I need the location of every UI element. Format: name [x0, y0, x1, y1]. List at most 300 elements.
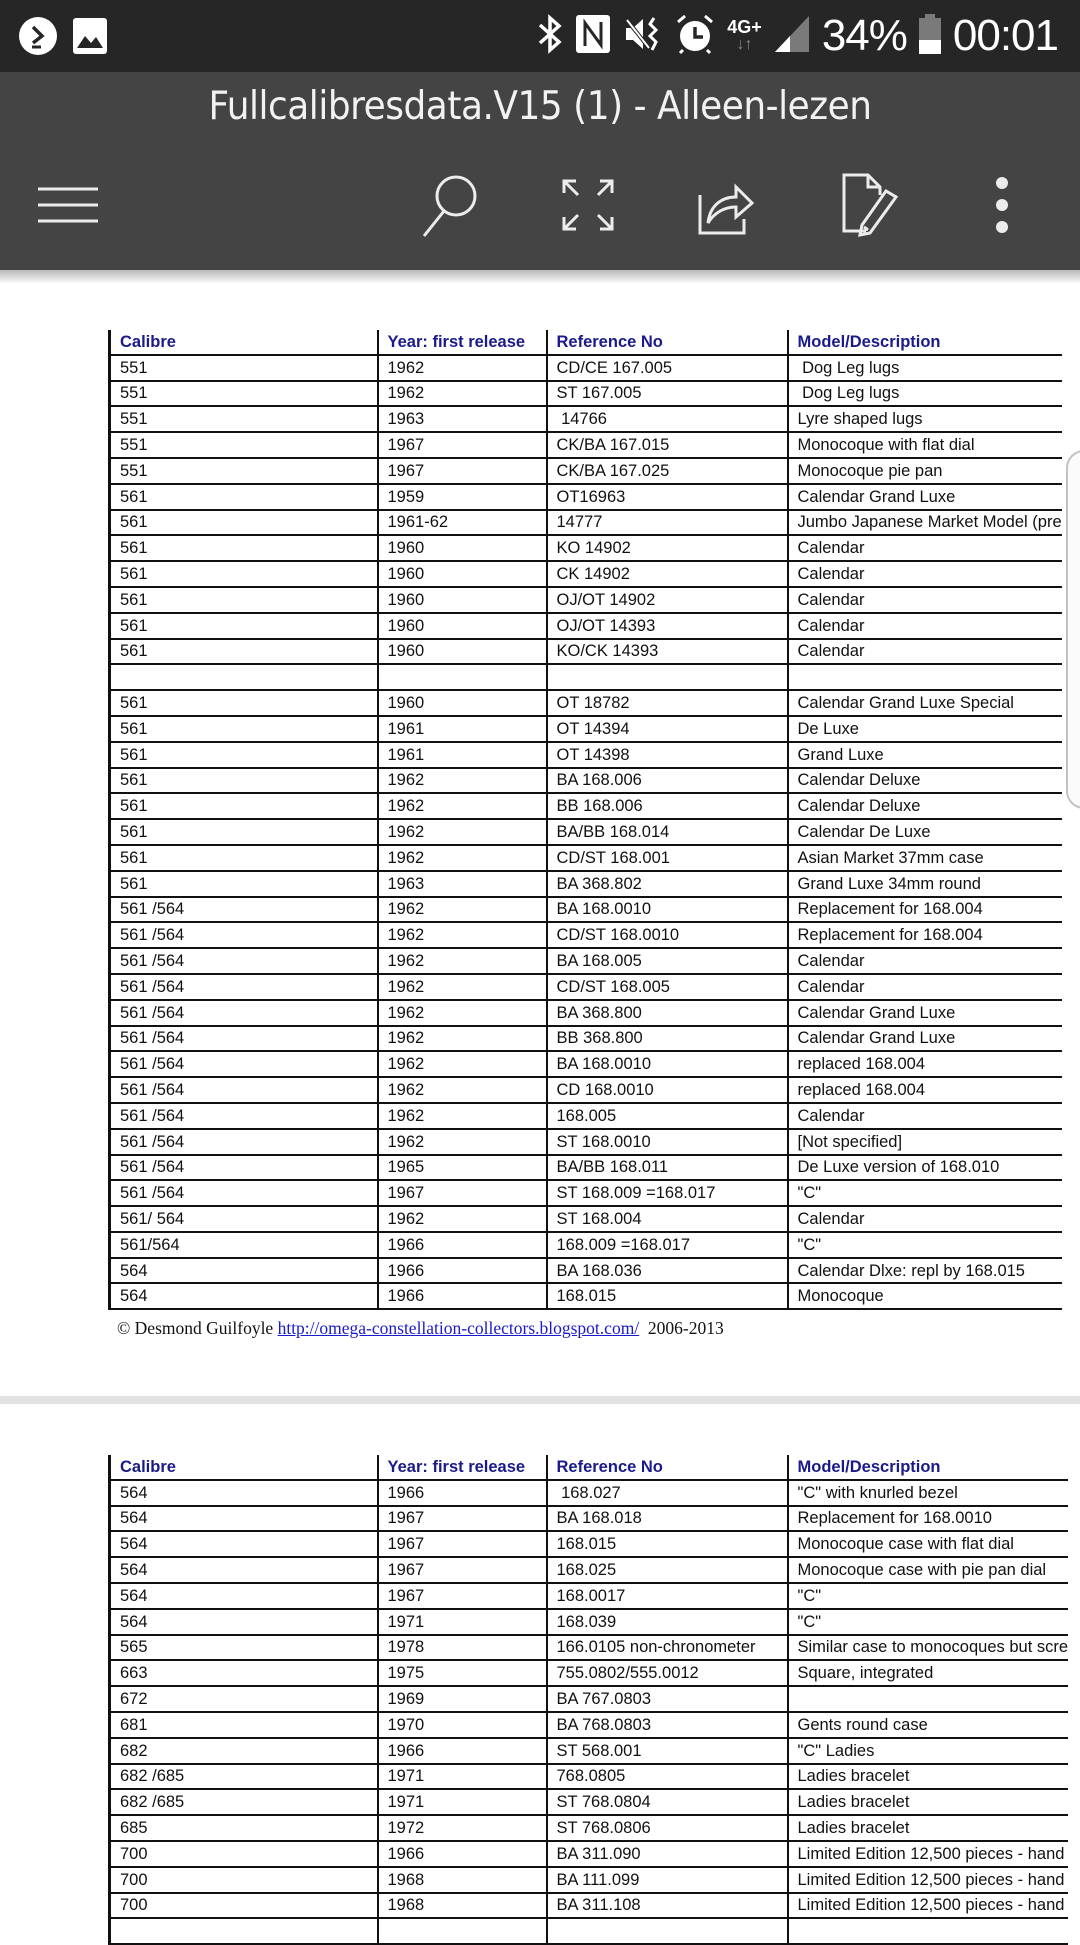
reference-cell[interactable]: ST 168.004 — [547, 1206, 788, 1232]
description-cell[interactable]: Monocoque with flat dial — [788, 432, 1062, 458]
reference-cell[interactable]: BA 311.108 — [547, 1893, 788, 1919]
year-cell[interactable]: 1959 — [378, 484, 547, 510]
reference-cell[interactable]: BB 168.006 — [547, 793, 788, 819]
calibre-cell[interactable]: 700 — [110, 1841, 378, 1867]
year-cell[interactable] — [378, 1918, 547, 1944]
description-cell[interactable]: Calendar Grand Luxe — [788, 484, 1062, 510]
description-cell[interactable] — [788, 664, 1062, 690]
calibre-cell[interactable]: 564 — [110, 1557, 378, 1583]
calibre-cell[interactable]: 561 — [110, 535, 378, 561]
share-icon — [694, 175, 758, 235]
description-cell[interactable]: Calendar — [788, 561, 1062, 587]
table-row — [110, 1026, 1062, 1052]
calibre-cell[interactable]: 561 — [110, 587, 378, 613]
data-activity-icon: ↓↑ — [736, 36, 753, 53]
description-cell[interactable]: Gents round case — [788, 1712, 1069, 1738]
reference-cell[interactable]: BA 767.0803 — [547, 1686, 788, 1712]
year-cell[interactable]: 1967 — [378, 1557, 547, 1583]
scrollbar-thumb[interactable] — [1066, 450, 1080, 809]
table-row — [110, 432, 1062, 458]
table-row — [110, 1712, 1069, 1738]
calibre-cell[interactable]: 561 /564 — [110, 1051, 378, 1077]
description-cell[interactable]: Calendar — [788, 587, 1062, 613]
year-cell[interactable]: 1960 — [378, 690, 547, 716]
calibre-cell[interactable]: 564 — [110, 1583, 378, 1609]
description-cell[interactable]: De Luxe — [788, 716, 1062, 742]
calibre-cell[interactable]: 561 /564 — [110, 1000, 378, 1026]
calibre-cell[interactable]: 551 — [110, 432, 378, 458]
table-row — [110, 587, 1062, 613]
reference-cell[interactable]: OT 18782 — [547, 690, 788, 716]
calibre-cell[interactable]: 561 — [110, 561, 378, 587]
calibre-cell[interactable]: 681 — [110, 1712, 378, 1738]
reference-cell[interactable]: 166.0105 non-chronometer — [547, 1635, 788, 1661]
description-cell[interactable]: Lyre shaped lugs — [788, 406, 1062, 432]
table-row — [110, 1051, 1062, 1077]
description-cell[interactable]: Asian Market 37mm case — [788, 845, 1062, 871]
description-cell[interactable]: Calendar Dlxe: repl by 168.015 — [788, 1258, 1062, 1284]
bluetooth-icon — [537, 14, 563, 59]
reference-cell[interactable]: BA 168.018 — [547, 1506, 788, 1532]
year-cell[interactable]: 1967 — [378, 458, 547, 484]
description-cell[interactable]: Limited Edition 12,500 pieces - hand — [788, 1893, 1069, 1919]
table-row — [110, 1155, 1062, 1181]
calibre-cell[interactable]: 561 /564 — [110, 922, 378, 948]
calibre-cell[interactable]: 561 /564 — [110, 1077, 378, 1103]
year-cell[interactable]: 1967 — [378, 1506, 547, 1532]
reference-cell[interactable]: 168.0017 — [547, 1583, 788, 1609]
share-button[interactable] — [694, 170, 758, 240]
reference-cell[interactable]: OT 14394 — [547, 716, 788, 742]
status-bar — [0, 0, 1080, 72]
year-cell[interactable]: 1962 — [378, 1077, 547, 1103]
year-cell[interactable]: 1963 — [378, 406, 547, 432]
table-row — [110, 1738, 1069, 1764]
year-cell[interactable]: 1962 — [378, 1206, 547, 1232]
reference-cell[interactable]: OJ/OT 14902 — [547, 587, 788, 613]
description-cell[interactable]: Jumbo Japanese Market Model (pre — [788, 510, 1062, 536]
reference-cell[interactable]: KO/CK 14393 — [547, 639, 788, 665]
page-separator — [0, 1396, 1080, 1404]
description-cell[interactable] — [788, 1918, 1069, 1944]
year-header: Year: first release — [378, 1455, 547, 1480]
reference-cell[interactable]: OT16963 — [547, 484, 788, 510]
reference-cell[interactable]: CD 168.0010 — [547, 1077, 788, 1103]
reference-cell[interactable]: BA 368.802 — [547, 871, 788, 897]
table-row — [110, 1841, 1069, 1867]
calibre-cell[interactable]: 551 — [110, 355, 378, 381]
description-cell[interactable]: "C" — [788, 1180, 1062, 1206]
vibrate-mute-icon — [623, 14, 663, 59]
table-row — [110, 1867, 1069, 1893]
calibre-cell[interactable]: 561 — [110, 768, 378, 794]
description-cell[interactable]: Replacement for 168.004 — [788, 897, 1062, 923]
year-cell[interactable]: 1961 — [378, 716, 547, 742]
reference-cell[interactable]: CD/ST 168.0010 — [547, 922, 788, 948]
calibre-cell[interactable]: 700 — [110, 1867, 378, 1893]
year-cell[interactable]: 1960 — [378, 587, 547, 613]
reference-cell[interactable]: ST 168.009 =168.017 — [547, 1180, 788, 1206]
reference-cell[interactable]: 168.039 — [547, 1609, 788, 1635]
year-cell[interactable]: 1962 — [378, 1129, 547, 1155]
description-cell[interactable]: Calendar — [788, 974, 1062, 1000]
reference-cell[interactable]: 14777 — [547, 510, 788, 536]
copyright-author: Desmond Guilfoyle — [134, 1318, 274, 1338]
reference-cell[interactable]: 168.015 — [547, 1283, 788, 1309]
reference-cell[interactable]: BA 168.0010 — [547, 897, 788, 923]
reference-header: Reference No — [547, 1455, 788, 1480]
more-options-button[interactable] — [970, 170, 1034, 240]
calibre-cell[interactable]: 561 /564 — [110, 948, 378, 974]
description-cell[interactable]: Calendar — [788, 1103, 1062, 1129]
reference-cell[interactable]: ST 768.0806 — [547, 1815, 788, 1841]
table-row — [110, 561, 1062, 587]
description-cell[interactable]: [Not specified] — [788, 1129, 1062, 1155]
description-cell[interactable]: Ladies bracelet — [788, 1764, 1069, 1790]
search-icon — [418, 172, 482, 238]
calibre-cell[interactable]: 561 — [110, 742, 378, 768]
description-cell[interactable]: Calendar Grand Luxe Special — [788, 690, 1062, 716]
description-cell[interactable]: Dog Leg lugs — [788, 355, 1062, 381]
signal-strength-icon — [774, 14, 810, 59]
reference-cell[interactable]: 168.027 — [547, 1480, 788, 1506]
table-row — [110, 974, 1062, 1000]
year-cell[interactable]: 1967 — [378, 432, 547, 458]
year-cell[interactable]: 1965 — [378, 1155, 547, 1181]
table-row — [110, 458, 1062, 484]
table-row — [110, 381, 1062, 407]
calibre-cell[interactable]: 561 — [110, 871, 378, 897]
table-row — [110, 922, 1062, 948]
year-cell[interactable]: 1967 — [378, 1531, 547, 1557]
description-cell[interactable]: Calendar De Luxe — [788, 819, 1062, 845]
reference-cell[interactable] — [547, 664, 788, 690]
table-row — [110, 819, 1062, 845]
year-cell[interactable]: 1962 — [378, 1051, 547, 1077]
description-cell[interactable]: "C" with knurled bezel — [788, 1480, 1069, 1506]
description-cell[interactable]: Ladies bracelet — [788, 1789, 1069, 1815]
year-cell[interactable]: 1966 — [378, 1232, 547, 1258]
calibre-cell[interactable] — [110, 1918, 378, 1944]
description-cell[interactable]: Ladies bracelet — [788, 1815, 1069, 1841]
table-row — [110, 1506, 1069, 1532]
year-cell[interactable]: 1960 — [378, 561, 547, 587]
image-notification-icon — [72, 17, 108, 60]
reference-cell[interactable]: ST 168.0010 — [547, 1129, 788, 1155]
year-cell[interactable]: 1967 — [378, 1180, 547, 1206]
description-cell[interactable] — [788, 1686, 1069, 1712]
description-header: Model/Description — [788, 330, 1062, 355]
table-row — [110, 1557, 1069, 1583]
network-type-indicator — [727, 19, 762, 53]
year-cell[interactable]: 1969 — [378, 1686, 547, 1712]
calibre-cell[interactable]: 682 — [110, 1738, 378, 1764]
table-row — [110, 1206, 1062, 1232]
calibre-cell[interactable]: 682 /685 — [110, 1764, 378, 1790]
year-cell[interactable]: 1962 — [378, 1103, 547, 1129]
description-cell[interactable]: "C" — [788, 1232, 1062, 1258]
reference-cell[interactable]: OT 14398 — [547, 742, 788, 768]
description-cell[interactable]: Limited Edition 12,500 pieces - hand — [788, 1841, 1069, 1867]
reference-cell[interactable]: 168.025 — [547, 1557, 788, 1583]
table-row — [110, 897, 1062, 923]
reference-cell[interactable]: BA 168.0010 — [547, 1051, 788, 1077]
description-cell[interactable]: Limited Edition 12,500 pieces - hand — [788, 1867, 1069, 1893]
table-row — [110, 1531, 1069, 1557]
description-cell[interactable]: "C" Ladies — [788, 1738, 1069, 1764]
year-cell[interactable]: 1960 — [378, 613, 547, 639]
blog-link[interactable]: http://omega-constellation-collectors.blogspot.com/ — [277, 1318, 640, 1338]
reference-cell[interactable]: BA 168.005 — [547, 948, 788, 974]
app-toolbar — [0, 72, 1080, 270]
calibre-cell[interactable]: 561 — [110, 690, 378, 716]
table-row — [110, 1077, 1062, 1103]
reference-cell[interactable]: 168.005 — [547, 1103, 788, 1129]
table-row — [110, 1686, 1069, 1712]
calibre-cell[interactable]: 561 — [110, 639, 378, 665]
calibre-cell[interactable]: 561 /564 — [110, 1155, 378, 1181]
reference-cell[interactable]: BA 111.099 — [547, 1867, 788, 1893]
year-cell[interactable]: 1962 — [378, 897, 547, 923]
year-cell[interactable]: 1962 — [378, 1000, 547, 1026]
reference-cell[interactable]: BA 168.006 — [547, 768, 788, 794]
year-cell[interactable]: 1966 — [378, 1841, 547, 1867]
description-cell[interactable]: Calendar Grand Luxe — [788, 1000, 1062, 1026]
calibre-cell[interactable]: 682 /685 — [110, 1789, 378, 1815]
reference-cell[interactable] — [547, 1918, 788, 1944]
calibre-cell[interactable]: 561 /564 — [110, 974, 378, 1000]
table-row — [110, 1129, 1062, 1155]
description-cell[interactable]: Calendar — [788, 948, 1062, 974]
reference-cell[interactable]: BA 311.090 — [547, 1841, 788, 1867]
year-cell[interactable]: 1966 — [378, 1738, 547, 1764]
table-row — [110, 1232, 1062, 1258]
year-cell[interactable]: 1966 — [378, 1258, 547, 1284]
reference-cell[interactable]: 168.015 — [547, 1531, 788, 1557]
calibre-cell[interactable]: 561 /564 — [110, 897, 378, 923]
reference-cell[interactable]: BA 168.036 — [547, 1258, 788, 1284]
calibre-table-page-1 — [108, 330, 1062, 1310]
reference-cell[interactable]: 755.0802/555.0012 — [547, 1660, 788, 1686]
calibre-cell[interactable]: 561 — [110, 716, 378, 742]
description-cell[interactable]: Monocoque case with pie pan dial — [788, 1557, 1069, 1583]
reference-cell[interactable]: OJ/OT 14393 — [547, 613, 788, 639]
year-cell[interactable]: 1972 — [378, 1815, 547, 1841]
edit-button[interactable] — [838, 170, 902, 240]
calibre-cell[interactable]: 565 — [110, 1635, 378, 1661]
table-row — [110, 1764, 1069, 1790]
year-cell[interactable]: 1970 — [378, 1712, 547, 1738]
table-row — [110, 716, 1062, 742]
calibre-cell[interactable]: 672 — [110, 1686, 378, 1712]
calibre-cell[interactable]: 551 — [110, 381, 378, 407]
calibre-cell[interactable]: 564 — [110, 1283, 378, 1309]
description-cell[interactable]: replaced 168.004 — [788, 1077, 1062, 1103]
year-cell[interactable]: 1962 — [378, 845, 547, 871]
reference-cell[interactable]: ST 167.005 — [547, 381, 788, 407]
calibre-cell[interactable]: 561 — [110, 793, 378, 819]
calibre-cell[interactable]: 663 — [110, 1660, 378, 1686]
table-row — [110, 742, 1062, 768]
calibre-cell[interactable]: 564 — [110, 1531, 378, 1557]
year-cell[interactable]: 1967 — [378, 1583, 547, 1609]
table-row — [110, 535, 1062, 561]
description-header: Model/Description — [788, 1455, 1069, 1480]
description-cell[interactable]: "C" — [788, 1609, 1069, 1635]
battery-percent: 34% — [821, 11, 907, 60]
description-cell[interactable]: Calendar Deluxe — [788, 793, 1062, 819]
table-row — [110, 639, 1062, 665]
table-row — [110, 484, 1062, 510]
table-row — [110, 510, 1062, 536]
year-cell[interactable]: 1962 — [378, 768, 547, 794]
reference-cell[interactable]: CD/ST 168.001 — [547, 845, 788, 871]
description-cell[interactable]: De Luxe version of 168.010 — [788, 1155, 1062, 1181]
fullscreen-button[interactable] — [556, 170, 620, 240]
reference-cell[interactable]: BA/BB 168.011 — [547, 1155, 788, 1181]
calibre-cell[interactable]: 561 — [110, 819, 378, 845]
description-cell[interactable]: Monocoque pie pan — [788, 458, 1062, 484]
reference-cell[interactable]: BA 368.800 — [547, 1000, 788, 1026]
table-row — [110, 1258, 1062, 1284]
table-header-row — [110, 1455, 1069, 1480]
calibre-cell[interactable]: 551 — [110, 458, 378, 484]
reference-cell[interactable]: CK/BA 167.025 — [547, 458, 788, 484]
year-cell[interactable]: 1968 — [378, 1867, 547, 1893]
table-row — [110, 1103, 1062, 1129]
reference-cell[interactable]: 168.009 =168.017 — [547, 1232, 788, 1258]
description-cell[interactable]: Similar case to monocoques but scre — [788, 1635, 1069, 1661]
reference-header: Reference No — [547, 330, 788, 355]
description-cell[interactable]: Calendar — [788, 1206, 1062, 1232]
description-cell[interactable]: replaced 168.004 — [788, 1051, 1062, 1077]
year-cell[interactable]: 1960 — [378, 535, 547, 561]
calibre-cell[interactable]: 561 — [110, 613, 378, 639]
description-cell[interactable]: Monocoque case with flat dial — [788, 1531, 1069, 1557]
table-row — [110, 1000, 1062, 1026]
year-cell[interactable]: 1962 — [378, 381, 547, 407]
year-cell[interactable] — [378, 664, 547, 690]
year-cell[interactable]: 1966 — [378, 1480, 547, 1506]
year-cell[interactable]: 1961-62 — [378, 510, 547, 536]
calibre-cell[interactable]: 561/ 564 — [110, 1206, 378, 1232]
table-row — [110, 1815, 1069, 1841]
reference-cell[interactable]: CD/CE 167.005 — [547, 355, 788, 381]
fullscreen-icon — [560, 177, 616, 233]
year-cell[interactable]: 1962 — [378, 948, 547, 974]
table-row — [110, 768, 1062, 794]
hamburger-menu-icon — [36, 185, 100, 225]
year-header: Year: first release — [378, 330, 547, 355]
copyright-footer — [117, 1318, 724, 1339]
reference-cell[interactable]: CK 14902 — [547, 561, 788, 587]
calibre-cell[interactable]: 564 — [110, 1480, 378, 1506]
reference-cell[interactable]: CD/ST 168.005 — [547, 974, 788, 1000]
calibre-cell[interactable]: 700 — [110, 1893, 378, 1919]
calibre-cell[interactable]: 561 — [110, 484, 378, 510]
reference-cell[interactable]: 768.0805 — [547, 1764, 788, 1790]
description-cell[interactable]: Calendar — [788, 535, 1062, 561]
year-cell[interactable]: 1978 — [378, 1635, 547, 1661]
table-row — [110, 1480, 1069, 1506]
calibre-cell[interactable]: 561 — [110, 845, 378, 871]
year-cell[interactable]: 1960 — [378, 639, 547, 665]
year-cell[interactable]: 1962 — [378, 974, 547, 1000]
year-cell[interactable]: 1962 — [378, 1026, 547, 1052]
calibre-cell[interactable]: 551 — [110, 406, 378, 432]
description-cell[interactable]: Grand Luxe 34mm round — [788, 871, 1062, 897]
description-cell[interactable]: Replacement for 168.0010 — [788, 1506, 1069, 1532]
reference-cell[interactable]: BA 768.0803 — [547, 1712, 788, 1738]
reference-cell[interactable]: CK/BA 167.015 — [547, 432, 788, 458]
calibre-cell[interactable]: 561 /564 — [110, 1129, 378, 1155]
table-row — [110, 1283, 1062, 1309]
search-button[interactable] — [418, 170, 482, 240]
description-cell[interactable]: Grand Luxe — [788, 742, 1062, 768]
calibre-cell[interactable]: 561 /564 — [110, 1180, 378, 1206]
description-cell[interactable]: Dog Leg lugs — [788, 381, 1062, 407]
year-cell[interactable]: 1968 — [378, 1893, 547, 1919]
year-cell[interactable]: 1961 — [378, 742, 547, 768]
reference-cell[interactable]: BA/BB 168.014 — [547, 819, 788, 845]
calibre-cell[interactable]: 561/564 — [110, 1232, 378, 1258]
calibre-cell[interactable]: 564 — [110, 1506, 378, 1532]
table-header-row — [110, 330, 1062, 355]
table-row — [110, 1609, 1069, 1635]
year-cell[interactable]: 1966 — [378, 1283, 547, 1309]
description-cell[interactable]: Replacement for 168.004 — [788, 922, 1062, 948]
description-cell[interactable]: "C" — [788, 1583, 1069, 1609]
year-cell[interactable]: 1975 — [378, 1660, 547, 1686]
year-cell[interactable]: 1962 — [378, 355, 547, 381]
calibre-cell[interactable]: 561 /564 — [110, 1026, 378, 1052]
calibre-cell[interactable]: 685 — [110, 1815, 378, 1841]
description-cell[interactable]: Calendar — [788, 639, 1062, 665]
description-cell[interactable]: Calendar — [788, 613, 1062, 639]
year-cell[interactable]: 1971 — [378, 1789, 547, 1815]
reference-cell[interactable]: ST 768.0804 — [547, 1789, 788, 1815]
reference-cell[interactable]: ST 568.001 — [547, 1738, 788, 1764]
calibre-cell[interactable] — [110, 664, 378, 690]
description-cell[interactable]: Monocoque — [788, 1283, 1062, 1309]
reference-cell[interactable]: KO 14902 — [547, 535, 788, 561]
calibre-table-page-2 — [108, 1455, 1068, 1945]
calibre-cell[interactable]: 561 — [110, 510, 378, 536]
description-cell[interactable]: Calendar Grand Luxe — [788, 1026, 1062, 1052]
description-cell[interactable]: Calendar Deluxe — [788, 768, 1062, 794]
year-cell[interactable]: 1962 — [378, 819, 547, 845]
table-row — [110, 406, 1062, 432]
year-cell[interactable]: 1962 — [378, 922, 547, 948]
menu-button[interactable] — [36, 170, 100, 240]
document-title: Fullcalibresdata.V15 (1) - Alleen-lezen — [208, 84, 872, 129]
table-row — [110, 1180, 1062, 1206]
calibre-cell[interactable]: 561 /564 — [110, 1103, 378, 1129]
year-cell[interactable]: 1963 — [378, 871, 547, 897]
copyright-symbol: © — [117, 1318, 131, 1338]
reference-cell[interactable]: BB 368.800 — [547, 1026, 788, 1052]
year-cell[interactable]: 1971 — [378, 1609, 547, 1635]
description-cell[interactable]: Square, integrated — [788, 1660, 1069, 1686]
calibre-cell[interactable]: 564 — [110, 1258, 378, 1284]
more-vertical-icon — [992, 177, 1012, 233]
year-cell[interactable]: 1962 — [378, 793, 547, 819]
year-cell[interactable]: 1971 — [378, 1764, 547, 1790]
table-row — [110, 948, 1062, 974]
reference-cell[interactable]: 14766 — [547, 406, 788, 432]
calibre-cell[interactable]: 564 — [110, 1609, 378, 1635]
table-row — [110, 664, 1062, 690]
